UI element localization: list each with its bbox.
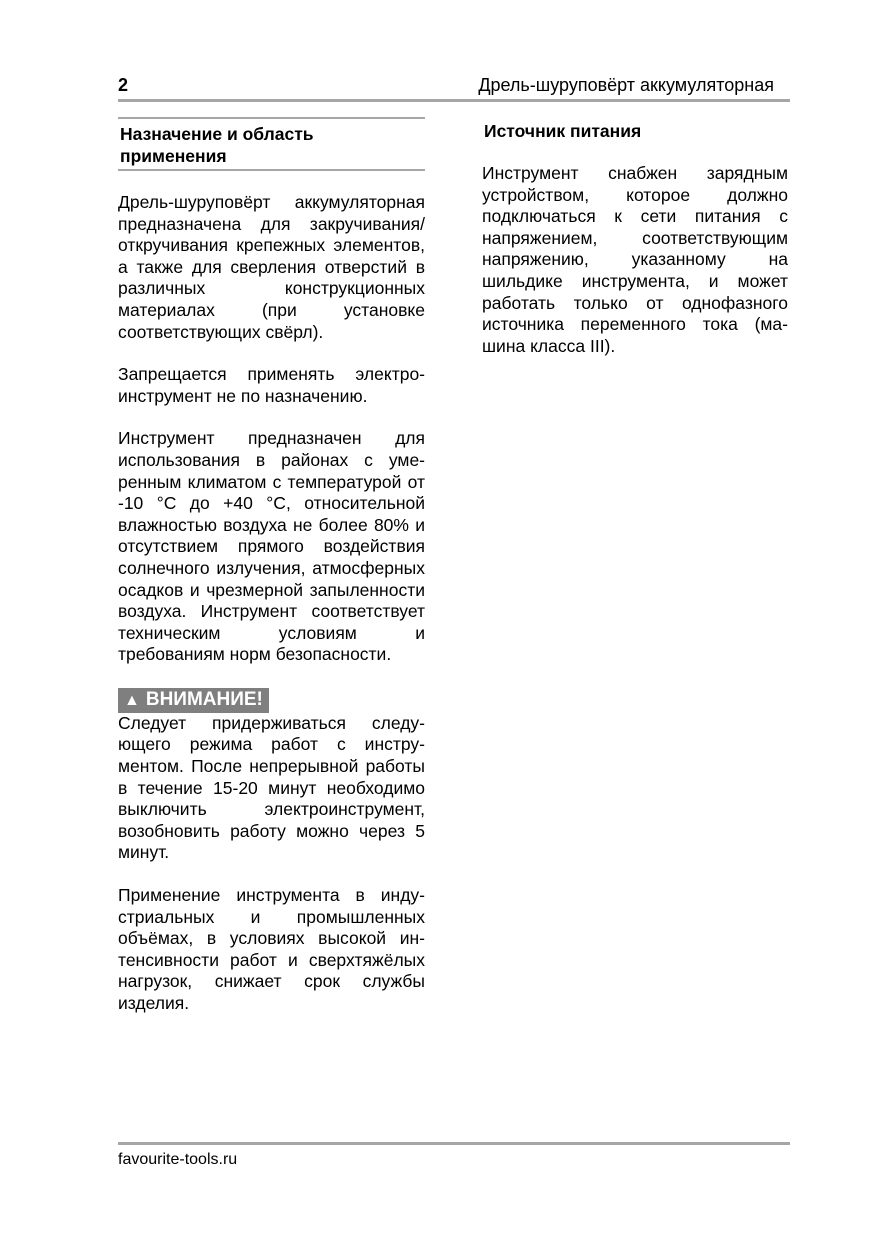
- running-title: Дрель-шуруповёрт аккумуляторная: [478, 75, 774, 95]
- warning-label: ВНИМАНИЕ!: [145, 688, 263, 710]
- left-column: [118, 117, 425, 1015]
- page-header: [118, 72, 790, 98]
- purpose-heading-line2: применения: [120, 146, 227, 166]
- warning-paragraph: Следует придерживаться следующего режима работ с инструментом. После непрерывной работы в течение 15-20 минут необходимо выключить электроинструмент, возобновить работу можно через 5 минут.: [118, 712, 425, 863]
- purpose-paragraph: Дрель-шуруповёрт аккумуляторная предназначена для закручивания/откручивания крепежных элементов, а также для сверления отверстий в различных конструкционных материалах (при установке соответствующих свёрл).: [118, 192, 425, 342]
- purpose-heading: [120, 123, 425, 167]
- power-heading-box: [482, 117, 788, 142]
- purpose-heading-line1: Назначение и область: [120, 124, 314, 144]
- right-column: [482, 117, 788, 357]
- power-paragraph: Инструмент снабжен зарядным устройством, которое должно подключаться к сети питания с напряжением, соответствующим напряжению, указанному на шильдике инструмента, и может работать только от однофазного источника переменного тока (машина класса III).: [482, 163, 788, 356]
- footer-divider: [118, 1142, 790, 1145]
- warning-badge: [118, 688, 269, 713]
- industrial-use-paragraph: Применение инструмента в индустриальных и промышленных объёмах, в условиях высокой интенсивности работ и сверхтяжёлых нагрузок, снижает срок службы изделия.: [118, 885, 425, 1013]
- footer-website: favourite-tools.ru: [118, 1151, 238, 1168]
- purpose-heading-box: [118, 117, 425, 171]
- power-heading: Источник питания: [484, 121, 642, 141]
- climate-paragraph: Инструмент предназначен для использования в районах с умеренным климатом с температурой от -10 °C до +40 °C, относительной влажностью воздуха не более 80% и отсутствием прямого воздействия солнечного излучения, атмосферных осадков и чрезмерной запыленности воздуха. Инструмент соответствует техническим условиям и требованиям норм безопасности.: [118, 428, 425, 665]
- prohibition-paragraph: Запрещается применять электроинструмент не по назначению.: [118, 364, 425, 406]
- warning-triangle-icon: ▲: [124, 691, 140, 709]
- page-number: 2: [118, 75, 129, 95]
- header-divider: [118, 99, 790, 102]
